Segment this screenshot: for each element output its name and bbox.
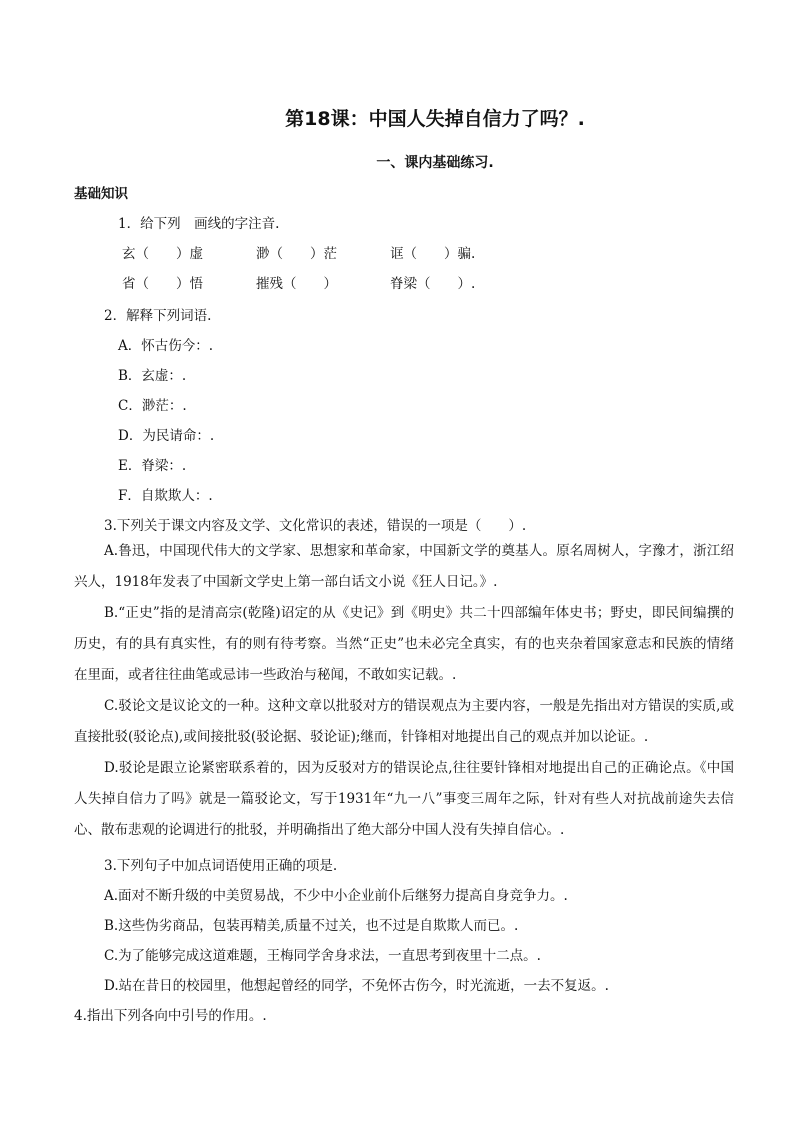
q3-option-a: A.鲁迅，中国现代伟大的文学家、思想家和革命家，中国新文学的奠基人。原名周树人，字豫才，浙江绍兴人，1918年发表了中国新文学史上第一部白话文小说《狂人日记。》.	[74, 543, 734, 590]
q1-item: 渺（ ）茫	[256, 246, 337, 262]
q1-prompt: 1．给下列 画线的字注音.	[118, 216, 280, 232]
q2-item: F．自欺欺人：.	[118, 488, 213, 504]
q3-option-c: C.驳论文是议论文的一种。这种文章以批驳对方的错误观点为主要内容，一般是先指出对方错误的实质,或直接批驳(驳论点),或间接批驳(驳论据、驳论证);继而，针锋相对地提出自己的观点并加以论证。.	[74, 698, 734, 745]
q1-item: 玄（ ）虚	[122, 246, 203, 262]
q2-prompt: 2．解释下列词语.	[104, 308, 212, 324]
q2-item: C．渺茫：.	[118, 398, 187, 414]
section-heading: 一、课内基础练习.	[376, 155, 494, 171]
q1-item: 摧残（ ）	[256, 276, 337, 292]
q3b-option-a: A.面对不断升级的中美贸易战，不少中小企业前仆后继努力提高自身竞争力。.	[104, 888, 568, 904]
q3-option-d: D.驳论是跟立论紧密联系着的，因为反驳对方的错误论点,往往要针锋相对地提出自己的正确论点。《中国人失掉自信力了吗》就是一篇驳论文，写于1931年“九一八”事变三周年之际，针对有些人对抗战前途失去信心、散布悲观的论调进行的批驳，并明确指出了绝大部分中国人没有失掉自信心。.	[74, 760, 734, 838]
q2-item: E．脊梁：.	[118, 458, 187, 474]
q3-prompt: 3.下列关于课文内容及文学、文化常识的表述，错误的一项是（ ）.	[104, 518, 527, 534]
lesson-title: 第18课：中国人失掉自信力了吗？.	[285, 108, 585, 130]
q3b-option-c: C.为了能够完成这道难题，王梅同学舍身求法，一直思考到夜里十二点。.	[104, 948, 541, 964]
q4-prompt: 4.指出下列各向中引号的作用。.	[74, 1008, 267, 1024]
q3b-option-d: D.站在昔日的校园里，他想起曾经的同学，不免怀古伤今，时光流逝，一去不复返。.	[104, 978, 609, 994]
q3b-option-b: B.这些伪劣商品，包装再精美,质量不过关，也不过是自欺欺人而已。.	[104, 918, 519, 934]
q1-item: 省（ ）悟	[122, 276, 203, 292]
q1-item: 诓（ ）骗.	[390, 246, 476, 262]
q3-option-b: B.“正史”指的是清高宗(乾隆)诏定的从《史记》到《明史》共二十四部编年体史书；野史，即民间编撰的历史，有的具有真实性，有的则有待考察。当然“正史”也未必完全真实，有的也夹杂着国家意志和民族的情绪在里面，或者往往曲笔或忌讳一些政治与秘闻，不敢如实记载。.	[74, 605, 734, 683]
q2-item: D．为民请命：.	[118, 428, 215, 444]
q3b-prompt: 3.下列句子中加点词语使用正确的项是.	[104, 858, 338, 874]
q1-item: 脊梁（ ）.	[390, 276, 476, 292]
q2-item: B．玄虚：.	[118, 368, 187, 384]
q2-item: A．怀古伤今：.	[118, 338, 214, 354]
subsection-heading: 基础知识	[74, 186, 128, 202]
